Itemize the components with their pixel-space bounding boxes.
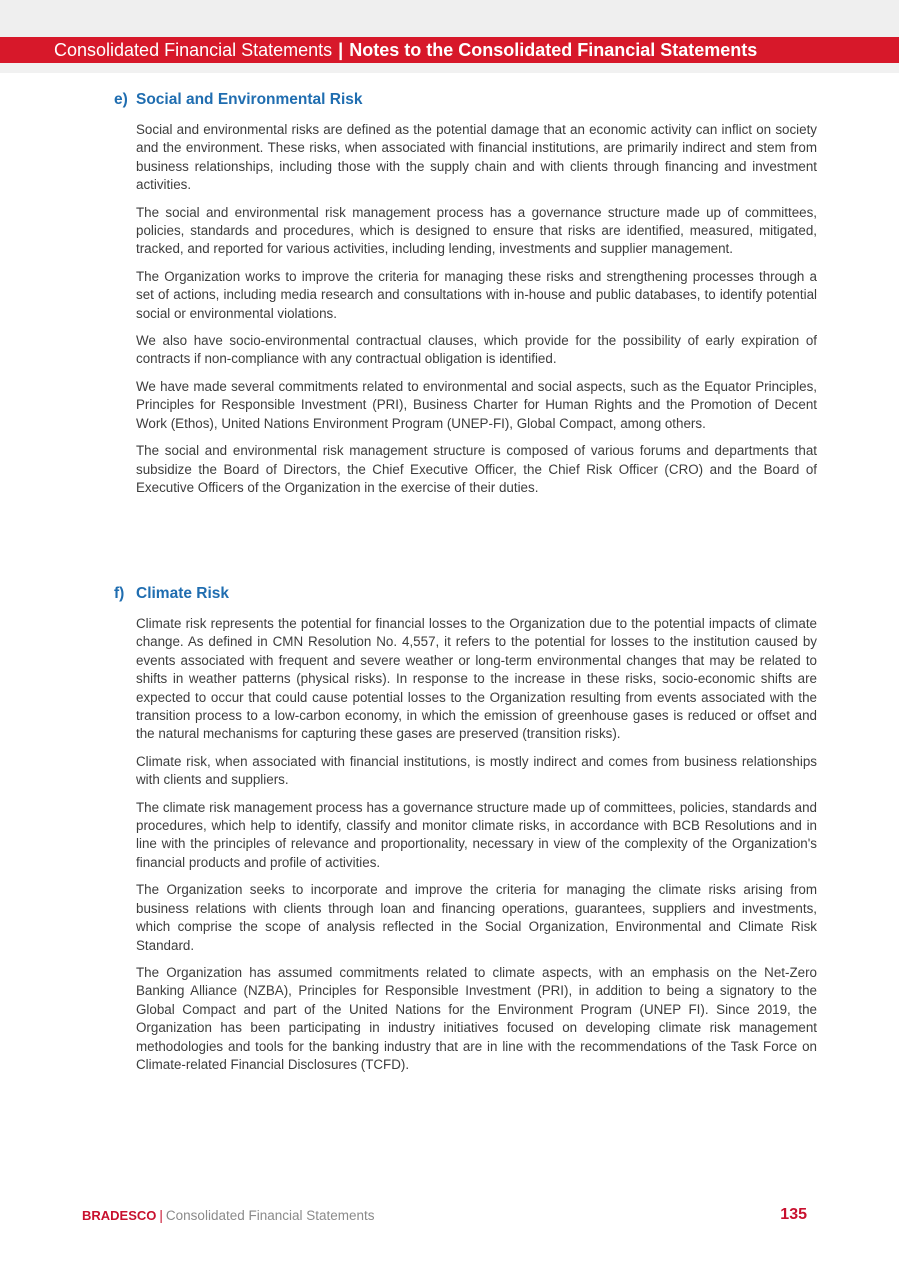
paragraph: The social and environmental risk management process has a governance structure made up of committees, policies, standards and procedures, which is designed to ensure that risks are identified, measured, mitigated, tracked, and reported for various activities, including lending, investments and supplier management. [136, 204, 817, 257]
page-footer [82, 1207, 375, 1225]
footer-separator: | [159, 1208, 163, 1223]
paragraph: Climate risk, when associated with financial institutions, is mostly indirect and comes from business relationships with clients and suppliers. [136, 753, 817, 788]
paragraph: The Organization has assumed commitments related to climate aspects, with an emphasis on the Net-Zero Banking Alliance (NZBA), Principles for Responsible Investment (PRI), in addition to being a signatory to the Global Compact and part of the United Nations for the Environment Program (UNEP FI). Since 2019, the Organization has been participating in industry initiatives focused on developing climate risk management methodologies and tools for the banking industry that are in line with the recommendations of the Task Force on Climate-related Financial Disclosures (TCFD). [136, 964, 817, 1072]
section-social-environmental-risk [114, 90, 817, 506]
paragraph: Climate risk represents the potential for financial losses to the Organization due to the potential impacts of climate change. As defined in CMN Resolution No. 4,557, it refers to the potential for losses to the institution caused by events associated with frequent and severe weather or long-term environmental changes that may be related to shifts in weather patterns (physical risks). In response to the increase in these risks, socio-economic shifts are expected to occur that could cause potential losses to the Organization resulting from events associated with the transition process to a low-carbon economy, in which the emission of greenhouse gases is reduced or offset and the natural mechanisms for capturing these gases are preserved (transition risks). [136, 616, 817, 742]
paragraph: We have made several commitments related to environmental and social aspects, such as the Equator Principles, Principles for Responsible Investment (PRI), Business Charter for Human Rights and the Promotion of Decent Work (Ethos), United Nations Environment Program (UNEP-FI), Global Compact, among others. [136, 378, 817, 431]
header-separator: | [338, 40, 344, 60]
page-number: 135 [780, 1206, 807, 1223]
section-letter: e) [114, 91, 128, 108]
header-section-title: Notes to the Consolidated Financial Statements [349, 40, 758, 60]
paragraph: The Organization works to improve the criteria for managing these risks and strengthening processes through a set of actions, including media research and consultations with in-house and public databases, to identify potential social or environmental violations. [136, 268, 817, 321]
footer-document-title: Consolidated Financial Statements [165, 1208, 375, 1223]
paragraph: The climate risk management process has a governance structure made up of committees, policies, standards and procedures, which help to identify, classify and monitor climate risks, in accordance with BCB Resolutions and in line with the principles of relevance and proportionality, necessary in view of the complexity of the Organization's financial products and profile of activities. [136, 799, 817, 870]
brand-logo-text: BRADESCO [82, 1208, 157, 1223]
section-title: Social and Environmental Risk [136, 91, 363, 108]
paragraph: The social and environmental risk management structure is composed of various forums and departments that subsidize the Board of Directors, the Chief Executive Officer, the Chief Risk Officer (CRO) and the Board of Executive Officers of the Organization in the exercise of their duties. [136, 443, 817, 495]
paragraph: We also have socio-environmental contractual clauses, which provide for the possibility of early expiration of contracts if non-compliance with any contractual obligation is identified. [136, 333, 817, 367]
section-heading [114, 584, 817, 604]
header-shadow-band [0, 63, 899, 73]
section-climate-risk [114, 584, 817, 1083]
running-header [0, 37, 899, 63]
paragraph: Social and environmental risks are defined as the potential damage that an economic activity can inflict on society and the environment. These risks, when associated with financial institutions, are primarily indirect and stem from business relationships, including those with the supply chain and with clients through financing and investment activities. [136, 122, 817, 193]
section-letter: f) [114, 585, 125, 602]
section-heading [114, 90, 817, 110]
header-document-title: Consolidated Financial Statements [54, 40, 333, 60]
section-title: Climate Risk [136, 585, 230, 602]
top-margin-band [0, 0, 899, 37]
paragraph: The Organization seeks to incorporate and improve the criteria for managing the climate risks arising from business relations with clients through loan and financing operations, guarantees, suppliers and investments, which comprise the scope of analysis reflected in the Social Organization, Environmental and Climate Risk Standard. [136, 882, 817, 953]
